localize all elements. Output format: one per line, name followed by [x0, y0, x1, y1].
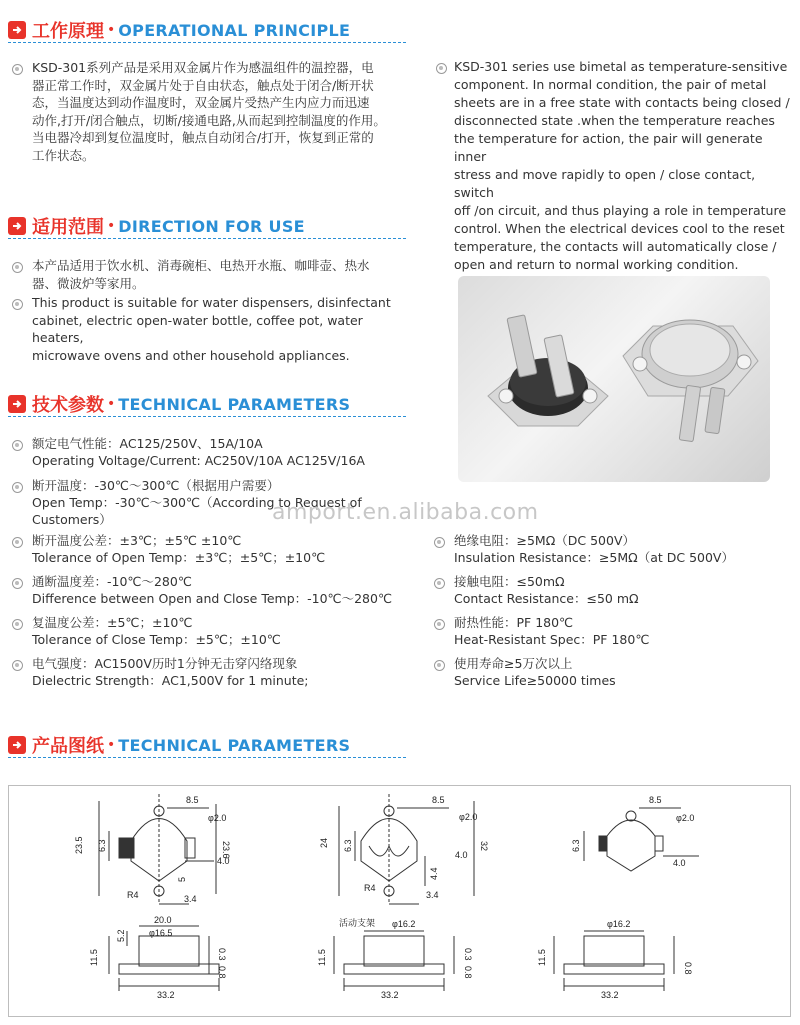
principle-en-text: KSD-301 series use bimetal as temperature-sensitive component. In normal condition, the pair of metal sheets are in a free state with contacts being closed / disconnected state .when the temperature reaches the temperature for action, the pair will generate inner stress and move rapidly to open / close contact, switch off /on circuit, and thus playing a role in temperature control. When the electrical devices cool to the reset temperature, the contacts will automatically close / open and return to normal working condition. [454, 59, 790, 272]
drawing-top-1 [99, 794, 216, 904]
dim-label: 6.3 [571, 839, 581, 852]
bullet-icon [434, 578, 445, 589]
dim-label: 4.0 [217, 856, 230, 866]
dim-label: 6.3 [97, 839, 107, 852]
watermark: amport.en.alibaba.com [272, 500, 539, 525]
bullet-icon [12, 64, 23, 75]
section-header-technical: 技术参数 • TECHNICAL PARAMETERS [8, 390, 350, 418]
dim-label: 3.4 [184, 894, 197, 904]
principle-cn-text: KSD-301系列产品是采用双金属片作为感温组件的温控器，电 器正常工作时，双金属片处于自由状态，触点处于闭合/断开状 态，当温度达到动作温度时，双金属片受热产生内应力而迅速 动作,打开/闭合触点，切断/接通电路,从而起到控制温度的作用。 当电器冷却到复位温度时，触点自动闭合/打开，恢复到正常的 工作状态。 [32, 60, 386, 163]
dim-label: 5.2 [116, 929, 126, 942]
dim-label: 0.8 [217, 966, 227, 979]
section-header-principle: 工作原理 • OPERATIONAL PRINCIPLE [8, 16, 350, 44]
technical-drawings-panel [8, 785, 791, 1017]
direction-cn-text: 本产品适用于饮水机、消毒碗柜、电热开水瓶、咖啡壶、热水 器、微波炉等家用。 [32, 258, 370, 291]
direction-en-text: This product is suitable for water dispensers, disinfectant cabinet, electric open-water bottle, coffee pot, water heaters, microwave ovens and other household appliances. [32, 295, 391, 363]
section-title-cn: 适用范围 [32, 217, 104, 238]
section-title-en: DIRECTION FOR USE [118, 216, 305, 236]
dim-label: 4.0 [673, 858, 686, 868]
dim-label: R4 [364, 883, 376, 893]
dim-label: 5 [177, 876, 187, 882]
dim-label: 4.4 [429, 867, 439, 880]
dim-label: 23.6 [221, 841, 231, 859]
dim-label: φ2.0 [208, 813, 227, 823]
dim-label: 0.8 [463, 966, 473, 979]
dim-label: 6.3 [343, 839, 353, 852]
param-dielectric-strength: 电气强度：AC1500V历时1分钟无击穿闪络现象 Dielectric Strength：AC1,500V for 1 minute; [32, 656, 309, 688]
dim-label: 0.8 [683, 962, 693, 975]
dim-label: 0.3 [463, 948, 473, 961]
param-open-tolerance: 断开温度公差：±3℃；±5℃ ±10℃ Tolerance of Open Temp：±3℃；±5℃；±10℃ [32, 533, 326, 565]
arrow-icon [8, 736, 26, 754]
section-header-drawings: 产品图纸 • TECHNICAL PARAMETERS [8, 731, 350, 759]
bullet-icon [12, 262, 23, 273]
section-title-en: TECHNICAL PARAMETERS [118, 735, 351, 755]
section-header-direction: 适用范围 • DIRECTION FOR USE [8, 212, 305, 240]
bullet-icon [12, 578, 23, 589]
dim-label: 24 [319, 837, 329, 848]
dim-label: φ16.2 [392, 919, 416, 929]
param-insulation-resistance: 绝缘电阻：≥5MΩ（DC 500V） Insulation Resistance：≥5MΩ（at DC 500V） [454, 533, 734, 565]
param-temp-difference: 通断温度差：-10℃～280℃ Difference between Open and Close Temp：-10℃～280℃ [32, 574, 392, 606]
param-operating-voltage: 额定电气性能：AC125/250V、15A/10A Operating Voltage/Current: AC250V/10A AC125V/16A [32, 436, 365, 468]
arrow-icon [8, 395, 26, 413]
param-contact-resistance: 接触电阻：≤50mΩ Contact Resistance：≤50 mΩ [454, 574, 639, 606]
technical-drawings [9, 786, 790, 1016]
section-divider [8, 416, 406, 417]
dim-label: 33.2 [381, 990, 399, 1000]
dim-label: 20.0 [154, 915, 172, 925]
drawing-bottom-3 [554, 931, 674, 991]
dim-label: 11.5 [537, 949, 547, 966]
dim-label: φ2.0 [676, 813, 695, 823]
section-title-en: OPERATIONAL PRINCIPLE [118, 20, 351, 40]
dim-label: 33.2 [601, 990, 619, 1000]
dim-label: 0.3 [217, 948, 227, 961]
drawing-top-2 [339, 794, 474, 904]
param-service-life: 使用寿命≥5万次以上 Service Life≥50000 times [454, 656, 616, 688]
dim-label: 11.5 [89, 949, 99, 966]
dim-label: 11.5 [317, 949, 327, 966]
param-heat-resistant: 耐热性能：PF 180℃ Heat-Resistant Spec：PF 180℃ [454, 615, 650, 647]
bullet-icon [12, 660, 23, 671]
bullet-icon [434, 537, 445, 548]
section-title-cn: 产品图纸 [32, 736, 104, 757]
section-title-en: TECHNICAL PARAMETERS [118, 394, 351, 414]
dim-label: 32 [479, 841, 489, 852]
dim-label: φ2.0 [459, 812, 478, 822]
section-divider [8, 757, 406, 758]
bullet-icon [12, 440, 23, 451]
param-close-tolerance: 复温度公差：±5℃；±10℃ Tolerance of Close Temp：±5℃；±10℃ [32, 615, 281, 647]
dim-label: 8.5 [432, 795, 445, 805]
dim-label: 23.5 [74, 836, 84, 854]
dim-label: 8.5 [649, 795, 662, 805]
arrow-icon [8, 217, 26, 235]
thermostat-photo-illustration [458, 276, 770, 482]
dim-label: φ16.5 [149, 928, 173, 938]
arrow-icon [8, 21, 26, 39]
dim-label: 3.4 [426, 890, 439, 900]
section-divider [8, 238, 406, 239]
dim-label: 活动支架 [339, 918, 376, 928]
dim-label: 33.2 [157, 990, 175, 1000]
section-title-cn: 技术参数 [32, 395, 104, 416]
dim-label: φ16.2 [607, 919, 631, 929]
product-photo [458, 276, 770, 482]
drawing-bottom-2 [334, 931, 454, 991]
section-title-cn: 工作原理 [32, 21, 104, 42]
bullet-icon [436, 63, 447, 74]
dim-label: 4.0 [455, 850, 468, 860]
param-open-temp: 断开温度：-30℃～300℃（根据用户需要） Open Temp：-30℃～300℃（According to Request of Customers） [32, 478, 362, 527]
bullet-icon [12, 299, 23, 310]
bullet-icon [434, 660, 445, 671]
section-divider [8, 42, 406, 43]
dim-label: 8.5 [186, 795, 199, 805]
bullet-icon [434, 619, 445, 630]
bullet-icon [12, 482, 23, 493]
bullet-icon [12, 537, 23, 548]
bullet-icon [12, 619, 23, 630]
dim-label: R4 [127, 890, 139, 900]
